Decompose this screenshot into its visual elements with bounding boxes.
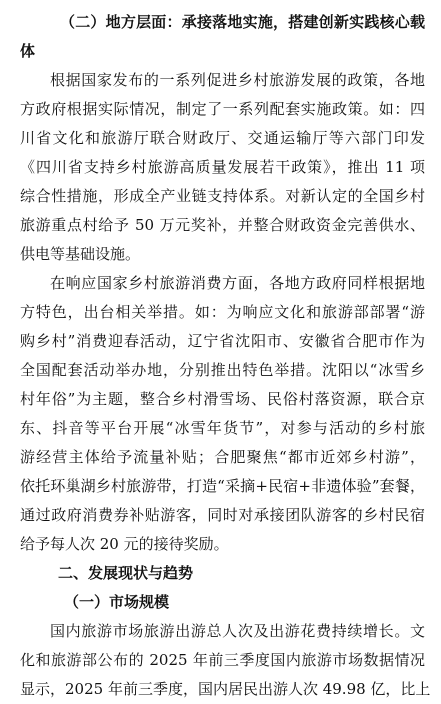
paragraph-consumption-line: 购乡村”消费迎春活动，辽宁省沈阳市、安徽省合肥市作为 xyxy=(20,332,425,350)
paragraph-consumption-line: 村年俗”为主题，整合乡村滑雪场、民俗村落资源，联合京 xyxy=(20,390,425,408)
paragraph-policy-line: 方政府根据实际情况，制定了一系列配套实施政策。如：四 xyxy=(20,100,425,118)
heading-local-level-line1: （二）地方层面：承接落地实施，搭建创新实践核心载 xyxy=(60,13,425,31)
paragraph-policy-line: 《四川省支持乡村旅游高质量发展若干政策》，推出 11 项 xyxy=(20,158,425,176)
paragraph-market-line: 显示，2025 年前三季度，国内居民出游人次 49.98 亿，比上 xyxy=(20,680,431,698)
paragraph-market-line: 化和旅游部公布的 2025 年前三季度国内旅游市场数据情况 xyxy=(20,651,425,669)
paragraph-consumption-line: 全国配套活动举办地，分别推出特色举措。沈阳以“冰雪乡 xyxy=(20,361,425,379)
paragraph-consumption-line: 东、抖音等平台开展“冰雪年货节”，对参与活动的乡村旅 xyxy=(20,419,425,437)
paragraph-consumption-line: 在响应国家乡村旅游消费方面，各地方政府同样根据地 xyxy=(50,274,425,292)
paragraph-policy-line: 根据国家发布的一系列促进乡村旅游发展的政策，各地 xyxy=(50,71,425,89)
paragraph-policy-line: 供电等基础设施。 xyxy=(20,245,141,263)
section-heading-development: 二、发展现状与趋势 xyxy=(58,564,194,582)
paragraph-consumption-line: 游经营主体给予流量补贴；合肥聚焦“都市近郊乡村游”， xyxy=(20,448,425,466)
paragraph-policy-line: 旅游重点村给予 50 万元奖补，并整合财政资金完善供水、 xyxy=(20,216,425,234)
paragraph-policy-line: 综合性措施，形成全产业链支持体系。对新认定的全国乡村 xyxy=(20,187,425,205)
subsection-heading-market-size: （一）市场规模 xyxy=(64,593,170,611)
paragraph-consumption-line: 通过政府消费券补贴游客，同时对承接团队游客的乡村民宿 xyxy=(20,506,425,524)
paragraph-consumption-line: 依托环巢湖乡村旅游带，打造“采摘+民宿+非遗体验”套餐， xyxy=(20,477,425,495)
paragraph-market-line: 国内旅游市场旅游出游总人次及出游花费持续增长。文 xyxy=(50,622,425,640)
heading-local-level-line2: 体 xyxy=(20,42,36,60)
paragraph-policy-line: 川省文化和旅游厅联合财政厅、交通运输厅等六部门印发 xyxy=(20,129,425,147)
paragraph-consumption-line: 方特色，出台相关举措。如：为响应文化和旅游部部署“游 xyxy=(20,303,425,321)
paragraph-consumption-line: 给予每人次 20 元的接待奖励。 xyxy=(20,535,229,553)
